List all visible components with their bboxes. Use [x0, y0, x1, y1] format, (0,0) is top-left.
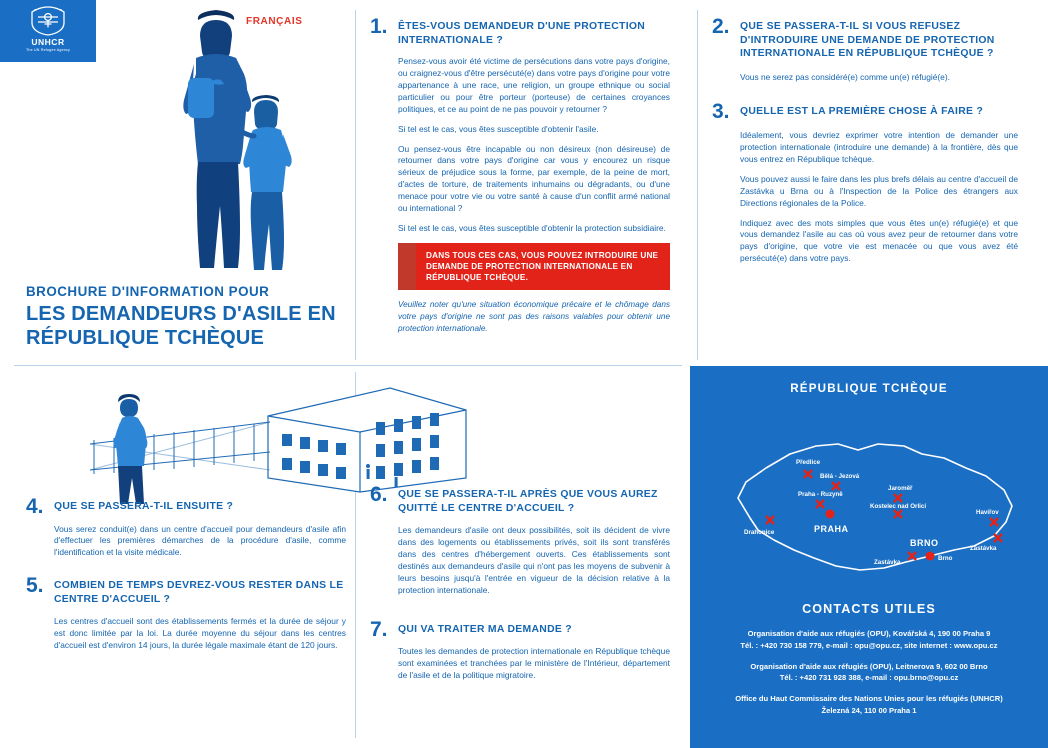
divider-vertical-1 — [355, 10, 356, 360]
map-label-predlice: Předlice — [796, 459, 821, 466]
map-label-vysni-lhoty: Zastávka — [970, 545, 997, 552]
contact-item-opu-brno — [708, 661, 1030, 685]
contacts-title: CONTACTS UTILES — [802, 602, 936, 616]
map-marker-bela-jezova — [832, 482, 840, 490]
question-5-number: 5. — [26, 574, 44, 598]
cover-title — [26, 284, 346, 350]
contact-item-unhcr — [708, 693, 1030, 717]
question-3-paragraph-3: Indiquez avec des mots simples que vous êtes un(e) réfugié(e) et que vous demandez l'asile au cas où vous avez peur de retourner dans votre pays d'origine, que votre vie est menacée ou que vous avez été persécuté(e) dans votre pays. — [740, 217, 1018, 264]
question-1-number: 1. — [370, 15, 388, 38]
contact-opu-praha-address: Organisation d'aide aux réfugiés (OPU), Kovářská 4, 190 00 Praha 9 — [747, 629, 991, 638]
question-2-heading: QUE SE PASSERA-T-IL SI VOUS REFUSEZ D'INTRODUIRE UNE DEMANDE DE PROTECTION INTERNATIONALE EN RÉPUBLIQUE TCHÈQUE ? — [740, 21, 995, 60]
map-label-jaromer: Jaroměř — [888, 485, 913, 492]
question-2-paragraph-1: Vous ne serez pas considéré(e) comme un(e) réfugié(e). — [740, 71, 950, 82]
question-4-paragraph-1: Vous serez conduit(e) dans un centre d'accueil pour demandeurs d'asile afin d'effectuer les premières démarches de la procédure d'asile, comme l'identification et la visite médicale. — [54, 523, 346, 558]
column-questions-6-7 — [370, 483, 670, 696]
question-6-heading: QUE SE PASSERA-T-IL APRÈS QUE VOUS AUREZ QUITTÉ LE CENTRE D'ACCUEIL ? — [398, 489, 658, 514]
map-marker-jaromer — [894, 494, 902, 502]
map-label-brno: BRNO — [910, 538, 939, 548]
logo-subtitle: The UN Refugee Agency — [26, 48, 70, 52]
question-5-paragraph-1: Les centres d'accueil sont des établissements fermés et la durée de séjour y est donc limitée par la loi. La durée moyenne du séjour dans les centres d'accueil est d'environ 14 jours, la durée légale maximale étant de 120 jours. — [54, 616, 346, 651]
column-questions-4-5 — [26, 495, 346, 666]
question-3-paragraph-2: Vous pouvez aussi le faire dans les plus brefs délais au centre d'accueil de Zastávka u Brna ou à l'Inspection de la Police des étrangers aux Directions régionales de la Police. — [740, 173, 1018, 208]
question-5 — [26, 574, 346, 652]
unhcr-emblem-icon — [25, 4, 71, 38]
question-3-number: 3. — [712, 100, 730, 124]
question-2 — [712, 15, 1018, 83]
reception-centre-illustration — [60, 374, 480, 504]
contact-unhcr-name: Office du Haut Commissaire des Nations Unies pour les réfugiés (UNHCR) — [735, 694, 1003, 704]
question-1-callout-text: DANS TOUS CES CAS, VOUS POUVEZ INTRODUIRE UNE DEMANDE DE PROTECTION INTERNATIONALE EN RÉPUBLIQUE TCHÈQUE. — [426, 251, 659, 283]
question-1-paragraph-3: Ou pensez-vous être incapable ou non désireux (non désireuse) de retourner dans votre pays d'origine car vous y encourez un risque sérieux de préjudice sous la forme, par exemple, de la peine de mort, d'actes de torture, de traitements inhumains ou dégradants, ou d'une menace pour votre vie ou votre santé à cause d'un conflit armé national ou international ? — [398, 143, 670, 214]
question-4-heading: QUE SE PASSERA-T-IL ENSUITE ? — [54, 501, 234, 512]
panel-title: RÉPUBLIQUE TCHÈQUE — [790, 382, 948, 395]
question-4-number: 4. — [26, 495, 44, 518]
logo-wordmark: UNHCR — [31, 37, 65, 47]
contact-opu-brno-address: Organisation d'aide aux réfugiés (OPU), Leitnerova 9, 602 00 Brno — [750, 661, 988, 671]
question-6-paragraph-1: Les demandeurs d'asile ont deux possibilités, soit ils décident de vivre dans des logements ou établissements privés, soit ils sont transférés dans des centres d'hébergement ouverts. Ces établissements sont destinés aux demandeurs d'asile qui n'ont pas les moyens de subvenir à leurs besoins jusqu'à l'entrée en vigueur de la décision relative à la protection internationale. — [398, 525, 670, 595]
question-1-paragraph-2: Si tel est le cas, vous êtes susceptible d'obtenir l'asile. — [398, 123, 599, 134]
contact-opu-brno-phone: Tél. : +420 731 928 388, e-mail : opu.brno@opu.cz — [779, 673, 959, 683]
map-marker-zastavka — [908, 552, 916, 560]
czech-republic-map — [708, 410, 1030, 590]
map-label-havirov: Havířov — [976, 509, 999, 516]
map-label-brno-small: Brno — [938, 555, 953, 562]
question-7-paragraph-1: Toutes les demandes de protection internationale en République tchèque sont examinées et tranchées par le ministère de l'Intérieur, département de l'asile et de la politique migratoire. — [398, 646, 670, 680]
contact-item-opu-praha — [708, 628, 1030, 652]
map-label-zastavka: Zastávka — [874, 559, 901, 566]
question-3-paragraph-1: Idéalement, vous devriez exprimer votre intention de demander une protection internationale (introduire une demande) à la frontière, dès que vous entrez en République tchèque. — [740, 129, 1018, 164]
question-1-heading: ÊTES-VOUS DEMANDEUR D'UNE PROTECTION INTERNATIONALE ? — [398, 21, 646, 46]
map-marker-predlice — [804, 470, 812, 478]
question-1-note: Veuillez noter qu'une situation économique précaire et le chômage dans votre pays d'origine ne sont pas des raisons valables pour obtenir une protection internationale. — [398, 300, 670, 333]
map-label-drahonice: Drahonice — [744, 529, 775, 536]
cover-title-line1: BROCHURE D'INFORMATION POUR — [26, 284, 270, 299]
divider-horizontal-1 — [14, 365, 682, 366]
question-6 — [370, 483, 670, 597]
map-label-bela-jezova: Bělá - Jezová — [820, 473, 860, 480]
question-4 — [26, 495, 346, 559]
map-dot-praha — [826, 510, 835, 519]
question-6-number: 6. — [370, 483, 388, 506]
contact-unhcr-address: Železná 24, 110 00 Praha 1 — [821, 705, 917, 715]
map-marker-drahonice — [766, 516, 774, 524]
contact-opu-praha-phone: Tél. : +420 730 158 779, e-mail : opu@opu.cz, site internet : www.opu.cz — [740, 640, 998, 650]
cover-title-line2: LES DEMANDEURS D'ASILE EN RÉPUBLIQUE TCHÈQUE — [26, 303, 336, 349]
unhcr-logo — [0, 0, 96, 62]
map-dot-brno — [926, 552, 935, 561]
question-2-number: 2. — [712, 15, 730, 38]
contacts-list — [708, 628, 1030, 726]
map-marker-praha-ruzyne — [816, 500, 824, 508]
map-label-praha-ruzyne: Praha - Ruzyně — [798, 491, 843, 498]
map-label-praha: PRAHA — [814, 524, 849, 534]
map-label-kostelec: Kostelec nad Orlicí — [870, 503, 927, 510]
column-questions-2-3 — [712, 15, 1018, 279]
question-5-heading: COMBIEN DE TEMPS DEVREZ-VOUS RESTER DANS LE CENTRE D'ACCUEIL ? — [54, 580, 344, 605]
map-marker-vysni-lhoty — [994, 534, 1002, 542]
language-label: FRANÇAIS — [246, 16, 303, 27]
callout-tick — [398, 243, 416, 290]
question-3-heading: QUELLE EST LA PREMIÈRE CHOSE À FAIRE ? — [740, 106, 984, 118]
question-1-paragraph-4: Si tel est le cas, vous êtes susceptible d'obtenir la protection subsidiaire. — [398, 223, 666, 234]
question-7-number: 7. — [370, 617, 388, 641]
question-7 — [370, 617, 670, 682]
info-panel — [690, 366, 1048, 748]
column-question-1 — [370, 15, 670, 349]
cover-illustration — [118, 6, 338, 274]
divider-vertical-2 — [697, 10, 698, 360]
question-1-paragraph-1: Pensez-vous avoir été victime de persécutions dans votre pays d'origine, ou craignez-vous d'être persécuté(e) dans votre pays d'origine pour votre appartenance à une race, une religion, un groupe ethnique ou social particulier ou pour être porteur (porteuse) de certaines croyances politiques, et ce au point de ne pas pouvoir y retourner ? — [398, 56, 670, 114]
map-marker-havirov — [990, 518, 998, 526]
question-7-heading: QUI VA TRAITER MA DEMANDE ? — [398, 623, 572, 635]
question-1-callout — [398, 243, 670, 290]
question-3 — [712, 100, 1018, 265]
question-1 — [370, 15, 670, 335]
map-marker-kostelec — [894, 510, 902, 518]
